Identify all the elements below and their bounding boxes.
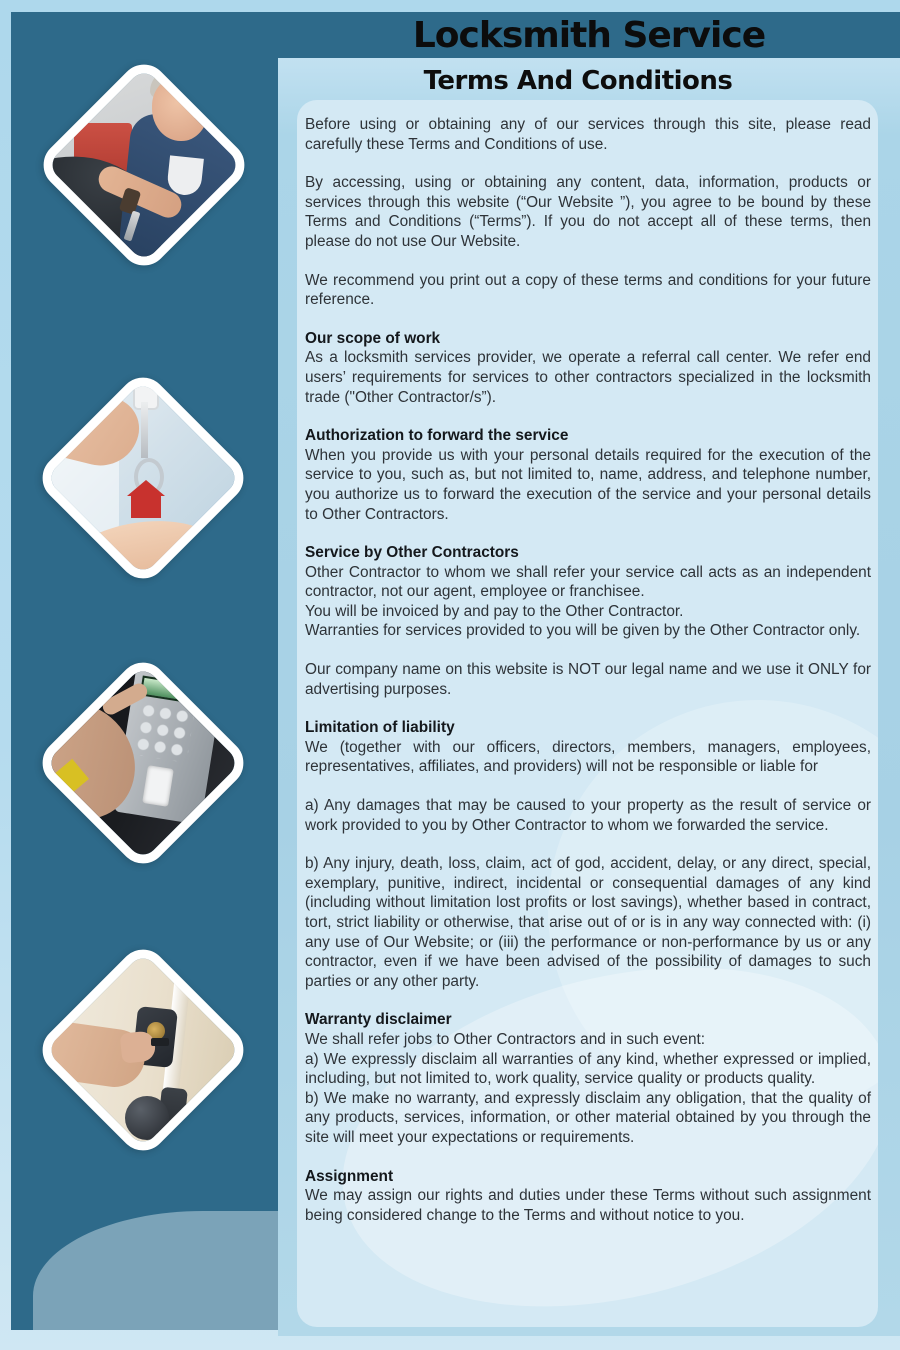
terms-section: [305, 660, 871, 699]
photo4-key: [151, 1038, 169, 1046]
terms-section: [305, 543, 871, 641]
terms-section: [305, 173, 871, 251]
terms-paragraph: Our company name on this website is NOT our legal name and we use it ONLY for advertising purposes.: [305, 661, 871, 698]
photo4-door-knob: [125, 1096, 169, 1140]
terms-paragraph: b) Any injury, death, loss, claim, act of god, accident, delay, or any direct, special, exemplary, punitive, indirect, incidental or consequential damages of any kind (including without limitation lost profits or lost savings), whether based in contract, tort, strict liability or otherwise, that arise out of or is in any way connected with: (i) any use of Our Website; or (iii) the performance or non-performance by us or any contractor, even if we have been advised of the possibility of damages to such parties or any other party.: [305, 855, 871, 990]
section-heading: Service by Other Contractors: [305, 544, 519, 562]
terms-paragraph: Other Contractor to whom we shall refer your service call acts as an independent contractor, not our agent, employee or franchisee.: [305, 563, 871, 601]
section-heading: Assignment: [305, 1167, 394, 1185]
terms-section: [305, 115, 871, 154]
terms-paragraph: Before using or obtaining any of our services through this site, please read carefully these Terms and Conditions of use.: [305, 116, 871, 153]
photo2-key-shaft: [141, 402, 148, 458]
terms-panel: [297, 100, 878, 1327]
terms-paragraph: a) We expressly disclaim all warranties of any kind, whether expressed or implied, including, but not limited to, work quality, service quality or products quality.: [305, 1050, 871, 1088]
sidebar-decoration-swirl: [33, 1211, 278, 1330]
header-band: [11, 12, 900, 58]
terms-section: [305, 426, 871, 524]
page-title: Locksmith Service: [412, 15, 766, 56]
terms-section: [305, 1010, 871, 1147]
section-heading: Limitation of liability: [305, 719, 455, 737]
section-heading: Authorization to forward the service: [305, 427, 569, 445]
terms-paragraph: We recommend you print out a copy of these terms and conditions for your future reference.: [305, 271, 871, 309]
section-heading: Warranty disclaimer: [305, 1011, 452, 1029]
terms-paragraph: We may assign our rights and duties under these Terms without such assignment being considered change to the Terms and without notice to you.: [305, 1187, 871, 1224]
photo3-keypad-buttons: [133, 701, 195, 763]
terms-sections: [305, 115, 871, 1225]
terms-paragraph: As a locksmith services provider, we operate a referral call center. We refer end users’ requirements for services to other contractors specialized in the locksmith trade ("Other Contractor/s”).: [305, 349, 871, 406]
photo2-house-keychain: [131, 494, 161, 518]
terms-section: [305, 854, 871, 991]
terms-paragraph: b) We make no warranty, and expressly disclaim any obligation, that the quality of any products, services, information, or other material obtained by you through the site will meet your expectations or requirements.: [305, 1089, 871, 1146]
terms-section: [305, 796, 871, 835]
terms-paragraph: We (together with our officers, directors, members, managers, employees, representatives, affiliates, and providers) will not be responsible or liable for: [305, 738, 871, 776]
terms-section: [305, 271, 871, 310]
section-heading: Our scope of work: [305, 329, 441, 347]
terms-paragraph: You will be invoiced by and pay to the Other Contractor.: [305, 602, 684, 620]
terms-section: [305, 718, 871, 777]
terms-section: [305, 1167, 871, 1226]
page-subtitle: Terms And Conditions: [423, 66, 733, 96]
terms-paragraph: We shall refer jobs to Other Contractors and in such event:: [305, 1030, 706, 1048]
terms-paragraph: When you provide us with your personal details required for the execution of the service to you, such as, but not limited to, name, address, and telephone number, you authorize us to forward the execution of the service and your personal details to Other Contractors.: [305, 446, 871, 523]
terms-paragraph: By accessing, using or obtaining any content, data, information, products or services through this website (“Our Website ”), you agree to be bound by these Terms and Conditions (“Terms”). If you do not accept all of these terms, then please do not use Our Website.: [305, 174, 871, 250]
terms-paragraph: a) Any damages that may be caused to your property as the result of service or work provided to you by Other Contractor to whom we forwarded the service.: [305, 797, 871, 834]
terms-section: [305, 329, 871, 407]
terms-paragraph: Warranties for services provided to you will be given by the Other Contractor only.: [305, 622, 861, 640]
